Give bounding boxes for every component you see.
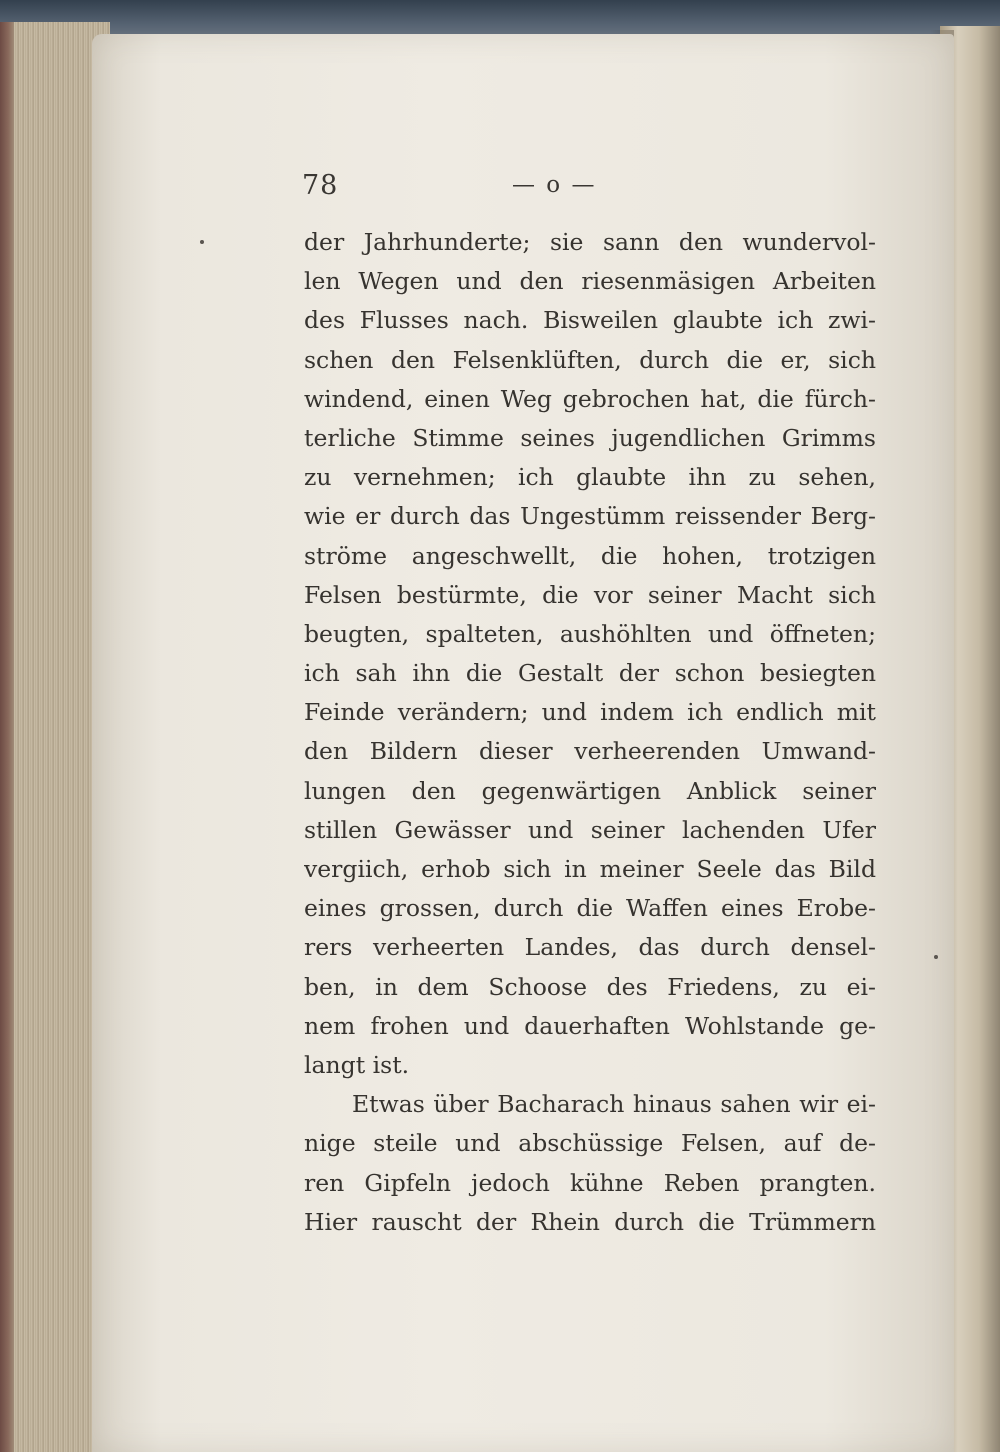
text-line: lungen den gegenwärtigen Anblick seiner (304, 776, 876, 805)
text-line: der Jahrhunderte; sie sann den wundervol- (304, 228, 876, 256)
text-line: rers verheerten Landes, das durch densel- (304, 933, 876, 962)
text-line: wie er durch das Ungestümm reissender Berg- (304, 502, 876, 531)
margin-speck (934, 955, 938, 959)
body-text (304, 223, 876, 1242)
text-line: ströme angeschwellt, die hohen, trotzigen (304, 541, 876, 570)
page-number: 78 (302, 170, 339, 201)
text-line: Feinde verändern; und indem ich endlich mit (304, 698, 876, 727)
text-line: den Bildern dieser verheerenden Umwand- (304, 737, 876, 766)
text-line: ren Gipfeln jedoch kühne Reben prangten. (304, 1168, 876, 1197)
text-line: terliche Stimme seines jugendlichen Grimms (304, 423, 876, 452)
text-line: beugten, spalteten, aushöhlten und öffneten; (304, 619, 876, 648)
text-line: eines grossen, durch die Waffen eines Erobe- (304, 894, 876, 923)
margin-speck (200, 240, 204, 244)
text-line: stillen Gewässer und seiner lachenden Ufer (304, 815, 876, 844)
running-head: — o — (512, 172, 597, 198)
text-line: ich sah ihn die Gestalt der schon besiegten (304, 659, 876, 688)
text-line: zu vernehmen; ich glaubte ihn zu sehen, (304, 463, 876, 492)
text-line: langt ist. (304, 1050, 410, 1079)
text-line: des Flusses nach. Bisweilen glaubte ich zwi- (304, 306, 876, 335)
text-line: nige steile und abschüssige Felsen, auf de- (304, 1129, 876, 1158)
text-line: windend, einen Weg gebrochen hat, die fürch- (304, 384, 876, 413)
text-line: Hier rauscht der Rhein durch die Trümmern (304, 1207, 876, 1236)
text-line: schen den Felsenklüften, durch die er, sich (304, 345, 876, 374)
page-header (302, 170, 662, 210)
text-line: vergiich, erhob sich in meiner Seele das Bild (304, 855, 876, 883)
text-line: Felsen bestürmte, die vor seiner Macht sich (304, 580, 876, 609)
text-line: len Wegen und den riesenmäsigen Arbeiten (304, 267, 876, 296)
text-line: Etwas über Bacharach hinaus sahen wir ei- (352, 1090, 876, 1119)
text-line: ben, in dem Schoose des Friedens, zu ei- (304, 972, 876, 1001)
book-spine-edge (0, 22, 14, 1452)
text-line: nem frohen und dauerhaften Wohlstande ge- (304, 1011, 876, 1040)
